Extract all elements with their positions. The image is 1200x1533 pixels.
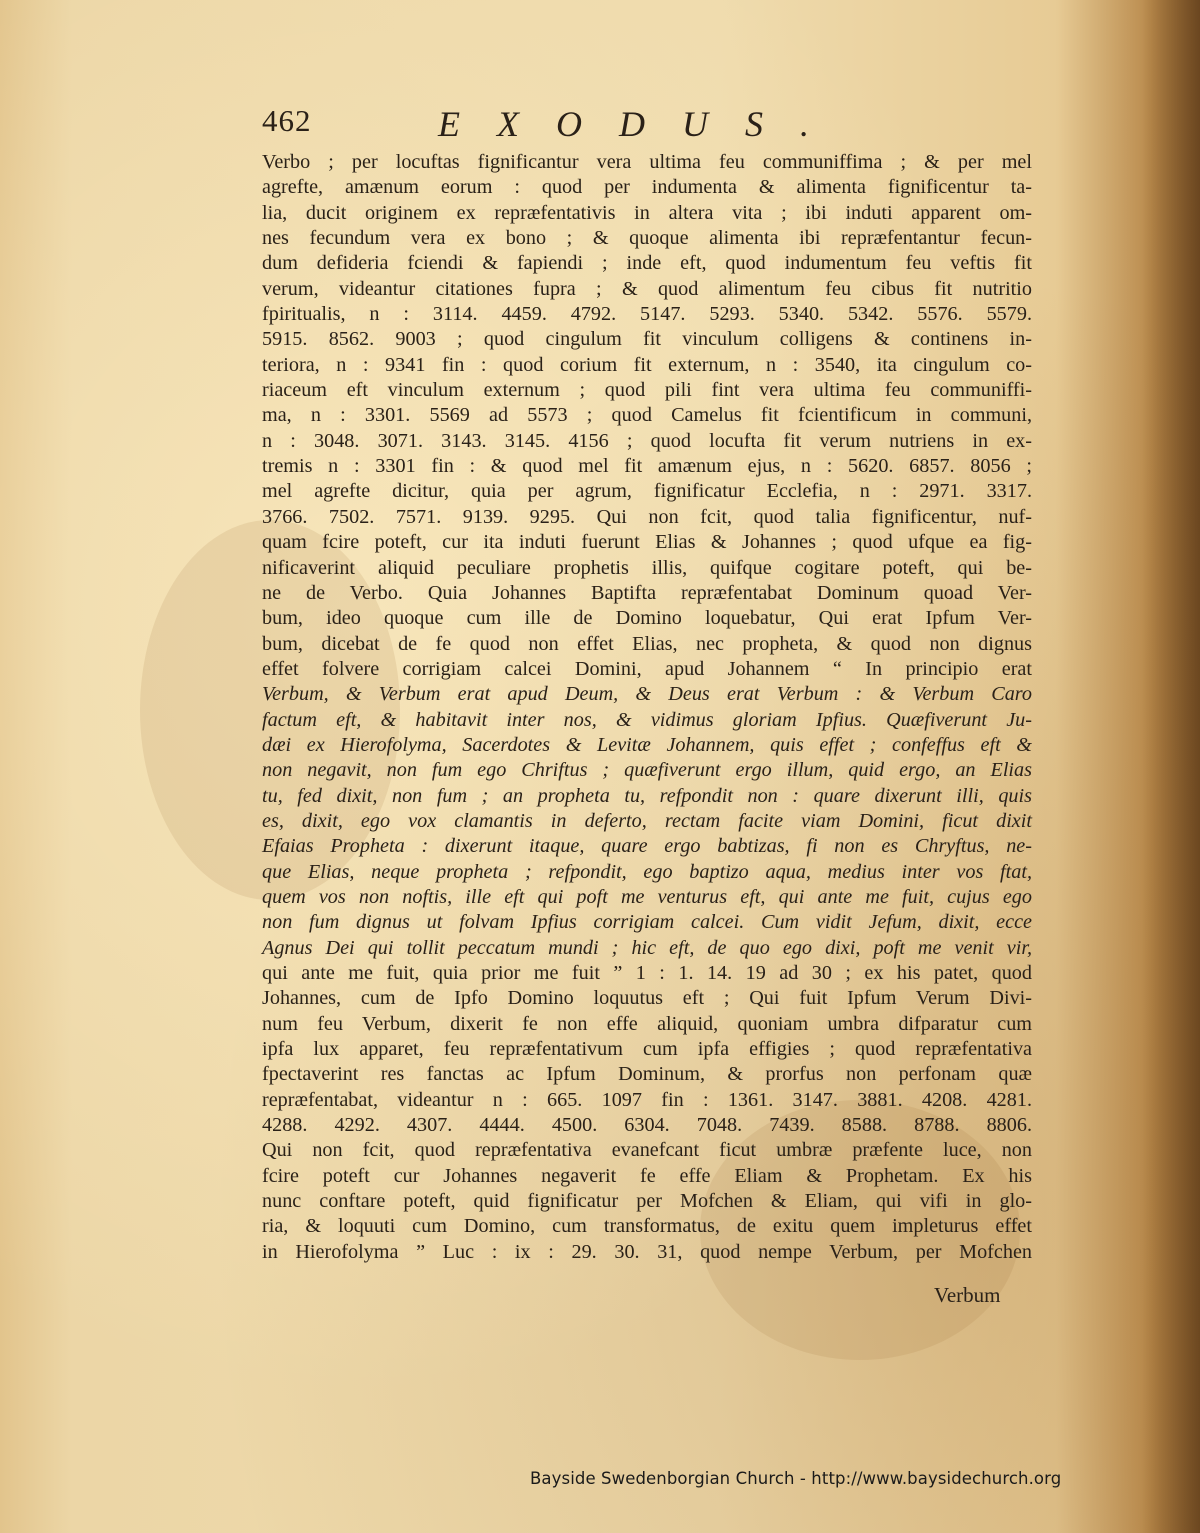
text-line: fpectaverint res fanctas ac Ipfum Dominum, & prorfus non perfonam quæ — [262, 1063, 1032, 1086]
text-line: nunc conftare poteft, quid fignificatur per Mofchen & Eliam, qui vifi in glo- — [262, 1190, 1032, 1213]
text-line: ipfa lux apparet, feu repræfentativum cum ipfa effigies ; quod repræfentativa — [262, 1038, 1032, 1061]
text-line: fcire poteft cur Johannes negaverit fe effe Eliam & Prophetam. Ex his — [262, 1164, 1032, 1187]
page-number: 462 — [262, 103, 312, 138]
text-line: quam fcire poteft, cur ita induti fuerunt Elias & Johannes ; quod ufque ea fig- — [262, 531, 1032, 554]
text-line: factum eft, & habitavit inter nos, & vidimus gloriam Ipfius. Quæfiverunt Ju- — [262, 708, 1032, 731]
text-line: bum, dicebat de fe quod non effet Elias, nec propheta, & quod non dignus — [262, 632, 1032, 655]
text-line: Qui non fcit, quod repræfentativa evanefcant ficut umbræ præfente luce, non — [262, 1139, 1032, 1162]
text-line: que Elias, neque propheta ; refpondit, ego baptizo aqua, medius inter vos ftat, — [262, 860, 1032, 883]
text-line: non fum dignus ut folvam Ipfius corrigiam calcei. Cum vidit Jefum, dixit, ecce — [262, 911, 1032, 934]
text-line: ne de Verbo. Quia Johannes Baptifta repræfentabat Dominum quoad Ver- — [262, 581, 1032, 604]
text-line: n : 3048. 3071. 3143. 3145. 4156 ; quod locufta fit verum nutriens in ex- — [262, 429, 1032, 452]
text-line: tu, fed dixit, non fum ; an propheta tu, refpondit non : quare dixerunt illi, quis — [262, 784, 1032, 807]
text-line: mel agrefte dicitur, quia per agrum, fignificatur Ecclefia, n : 2971. 3317. — [262, 480, 1032, 503]
running-title: EXODUS. — [438, 104, 846, 144]
text-line: es, dixit, ego vox clamantis in deferto, rectam facite viam Domini, ficut dixit — [262, 809, 1032, 832]
text-line: quem vos non noftis, ille eft qui poft me venturus eft, qui ante me fuit, cujus ego — [262, 885, 1032, 908]
text-line: dum defideria fciendi & fapiendi ; inde eft, quod indumentum feu veftis fit — [262, 252, 1032, 275]
text-line: tremis n : 3301 fin : & quod mel fit amænum ejus, n : 5620. 6857. 8056 ; — [262, 455, 1032, 478]
page-header — [262, 103, 1032, 153]
text-line: bum, ideo quoque cum ille de Domino loquebatur, Qui erat Ipfum Ver- — [262, 607, 1032, 630]
text-line: teriora, n : 9341 fin : quod corium fit externum, n : 3540, ita cingulum co- — [262, 353, 1032, 376]
text-line: Johannes, cum de Ipfo Domino loquutus eft ; Qui fuit Ipfum Verum Divi- — [262, 987, 1032, 1010]
text-line: verum, videantur citationes fupra ; & quod alimentum feu cibus fit nutritio — [262, 277, 1032, 300]
text-line: Agnus Dei qui tollit peccatum mundi ; hic eft, de quo ego dixi, poft me venit vir, — [262, 936, 1032, 959]
catchword: Verbum — [934, 1283, 1001, 1307]
text-line: agrefte, amænum eorum : quod per indumenta & alimenta fignificentur ta- — [262, 176, 1032, 199]
text-line: 4288. 4292. 4307. 4444. 4500. 6304. 7048. 7439. 8588. 8788. 8806. — [262, 1114, 1032, 1137]
text-line: ria, & loquuti cum Domino, cum transformatus, de exitu quem impleturus effet — [262, 1215, 1032, 1238]
text-line: 5915. 8562. 9003 ; quod cingulum fit vinculum colligens & continens in- — [262, 328, 1032, 351]
footer-link[interactable]: Bayside Swedenborgian Church - http://www.baysidechurch.org — [530, 1469, 1062, 1488]
text-line: Efaias Propheta : dixerunt itaque, quare ergo babtizas, fi non es Chryftus, ne- — [262, 835, 1032, 858]
text-line: non negavit, non fum ego Chriftus ; quæfiverunt ergo illum, quid ergo, an Elias — [262, 759, 1032, 782]
text-line: nificaverint aliquid peculiare prophetis illis, quifque cogitare poteft, qui be- — [262, 556, 1032, 579]
text-line: 3766. 7502. 7571. 9139. 9295. Qui non fcit, quod talia fignificentur, nuf- — [262, 505, 1032, 528]
text-line: ma, n : 3301. 5569 ad 5573 ; quod Camelus fit fcientificum in communi, — [262, 404, 1032, 427]
body-text — [262, 150, 1032, 1265]
text-line: num feu Verbum, dixerit fe non effe aliquid, quoniam umbra difparatur cum — [262, 1012, 1032, 1035]
text-line: Verbum, & Verbum erat apud Deum, & Deus erat Verbum : & Verbum Caro — [262, 683, 1032, 706]
text-line: repræfentabat, videantur n : 665. 1097 fin : 1361. 3147. 3881. 4208. 4281. — [262, 1088, 1032, 1111]
text-line: riaceum eft vinculum externum ; quod pili fint vera ultima feu communiffi- — [262, 379, 1032, 402]
text-line: effet folvere corrigiam calcei Domini, apud Johannem “ In principio erat — [262, 657, 1032, 680]
text-line: nes fecundum vera ex bono ; & quoque alimenta ibi repræfentantur fecun- — [262, 227, 1032, 250]
text-line: dæi ex Hierofolyma, Sacerdotes & Levitæ Johannem, quis effet ; confeffus eft & — [262, 733, 1032, 756]
page-edge-shadow — [1142, 0, 1200, 1533]
text-line: fpiritualis, n : 3114. 4459. 4792. 5147. 5293. 5340. 5342. 5576. 5579. — [262, 303, 1032, 326]
text-line: qui ante me fuit, quia prior me fuit ” 1 : 1. 14. 19 ad 30 ; ex his patet, quod — [262, 962, 1032, 984]
text-line: Verbo ; per locuftas fignificantur vera ultima feu communiffima ; & per mel — [262, 151, 1032, 173]
text-line: lia, ducit originem ex repræfentativis in altera vita ; ibi induti apparent om- — [262, 201, 1032, 224]
text-line: in Hierofolyma ” Luc : ix : 29. 30. 31, quod nempe Verbum, per Mofchen — [262, 1240, 1032, 1263]
